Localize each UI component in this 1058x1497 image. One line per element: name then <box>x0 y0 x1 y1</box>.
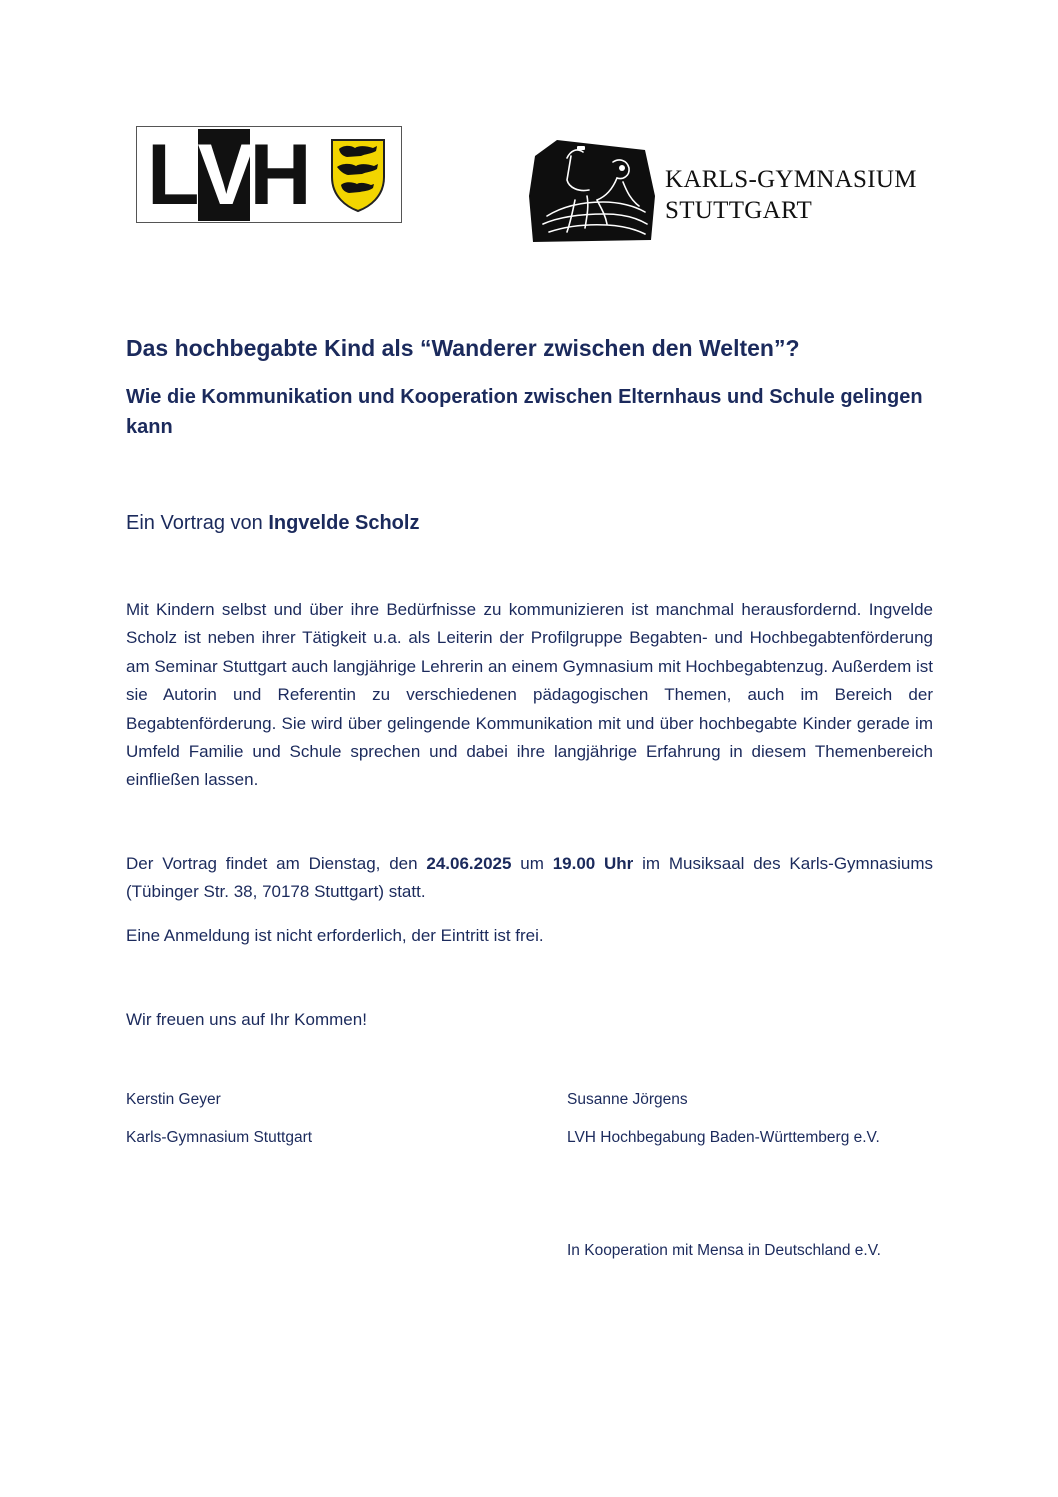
lvh-letter-v: V <box>197 127 255 223</box>
lvh-letter-h: H <box>249 127 310 223</box>
cooperation-note: In Kooperation mit Mensa in Deutschland e.V. <box>567 1242 881 1259</box>
lvh-letter-l: L <box>147 127 198 223</box>
event-time: 19.00 Uhr <box>552 854 634 873</box>
event-date: 24.06.2025 <box>426 854 512 873</box>
event-text-a: Der Vortrag findet am Dienstag, den <box>126 854 427 873</box>
signature-right-name: Susanne Jörgens <box>567 1091 688 1108</box>
event-text-c: im Musiksaal des Karls-Gymnasiums (Tübinger Str. 38, 70178 Stuttgart) statt. <box>126 854 934 902</box>
speaker-name: Ingvelde Scholz <box>268 512 420 534</box>
kg-name-line1: KARLS-GYMNASIUM <box>665 166 917 193</box>
lvh-logo <box>136 126 402 223</box>
kg-name-line2: STUTTGART <box>665 197 813 224</box>
event-text-b: um <box>511 854 553 873</box>
closing-line: Wir freuen uns auf Ihr Kommen! <box>126 1010 367 1029</box>
lvh-letter-v-box <box>197 127 255 223</box>
karls-gymnasium-name <box>665 164 917 226</box>
relief-figure-icon <box>527 136 659 242</box>
signature-left-org: Karls-Gymnasium Stuttgart <box>126 1129 313 1146</box>
speaker-prefix: Ein Vortrag von <box>126 512 269 534</box>
document-title: Das hochbegabte Kind als “Wanderer zwischen den Welten”? <box>126 335 800 361</box>
karls-gymnasium-logo <box>527 136 927 242</box>
signature-left-name: Kerstin Geyer <box>126 1091 221 1108</box>
registration-note: Eine Anmeldung ist nicht erforderlich, der Eintritt ist frei. <box>126 926 544 945</box>
speaker-line <box>126 508 419 538</box>
lvh-wordmark <box>147 127 310 223</box>
signature-right-org: LVH Hochbegabung Baden-Württemberg e.V. <box>567 1129 880 1146</box>
document-subtitle: Wie die Kommunikation und Kooperation zwischen Elternhaus und Schule gelingen kann <box>126 386 923 438</box>
coat-of-arms-icon <box>329 137 387 213</box>
event-details-paragraph <box>126 850 933 907</box>
description-paragraph: Mit Kindern selbst und über ihre Bedürfnisse zu kommunizieren ist manchmal herausfordernd. Ingvelde Scholz ist neben ihrer Tätigkeit u.a. als Leiterin der Profilgruppe Begabten- und Hochbegabtenförderung am Seminar Stuttgart auch langjährige Lehrerin an einem Gymnasium mit Hochbegabtenzug. Außerdem ist sie Autorin und Referentin zu verschiedenen pädagogischen Themen, auch im Bereich der Begabtenförderung. Sie wird über gelingende Kommunikation mit und über hochbegabte Kinder gerade im Umfeld Familie und Schule sprechen und dabei ihre langjährige Erfahrung in diesem Themenbereich einfließen lassen. <box>126 600 933 790</box>
